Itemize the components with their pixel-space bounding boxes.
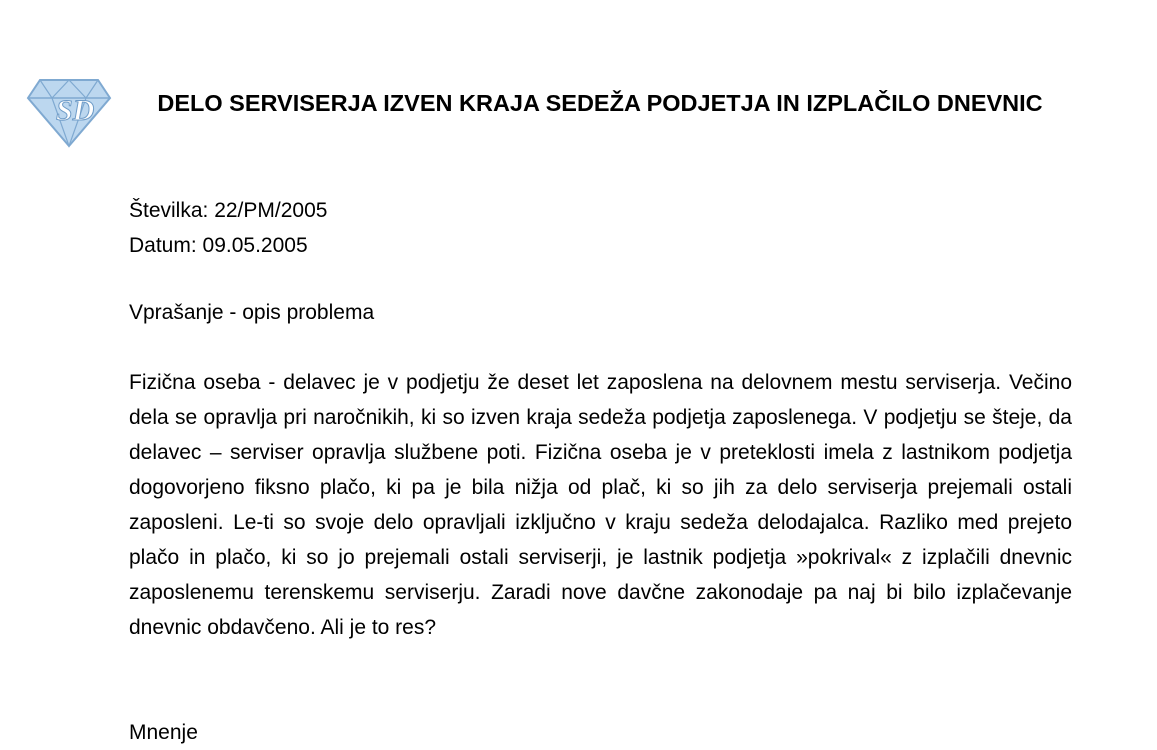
question-text: Fizična oseba - delavec je v podjetju že deset let zaposlena na delovnem mestu serviserja. Večino dela se opravlja pri naročnikih, ki so izven kraja sedeža podjetja zaposlenega. V podjetju se šteje, da delavec – serviser opravlja službene poti. Fizična oseba je v preteklosti imela z lastnikom podjetja dogovorjeno fiksno plačo, ki pa je bila nižja od plač, ki so jih za delo serviserja prejemali ostali zaposleni. Le-ti so svoje delo opravljali izključno v kraju sedeža delodajalca. Razliko med prejeto plačo in plačo, ki so jo prejemali ostali serviserji, je lastnik podjetja »pokrival« z izplačili dnevnic zaposlenemu terenskemu serviserju. Zaradi nove davčne zakonodaje pa naj bi bilo izplačevanje dnevnic obdavčeno. Ali je to res?: [129, 371, 1072, 639]
company-logo: [26, 78, 112, 150]
opinion-heading: Mnenje: [129, 721, 198, 744]
diamond-logo-icon: [26, 78, 112, 150]
document-title: DELO SERVISERJA IZVEN KRAJA SEDEŽA PODJETJA IN IZPLAČILO DNEVNIC: [157, 90, 1043, 116]
question-heading: Vprašanje - opis problema: [129, 301, 375, 324]
document-meta: [129, 193, 327, 263]
logo-letters: SD: [56, 94, 95, 127]
document-number: Številka: 22/PM/2005: [129, 199, 328, 222]
document-date: Datum: 09.05.2005: [129, 234, 308, 257]
